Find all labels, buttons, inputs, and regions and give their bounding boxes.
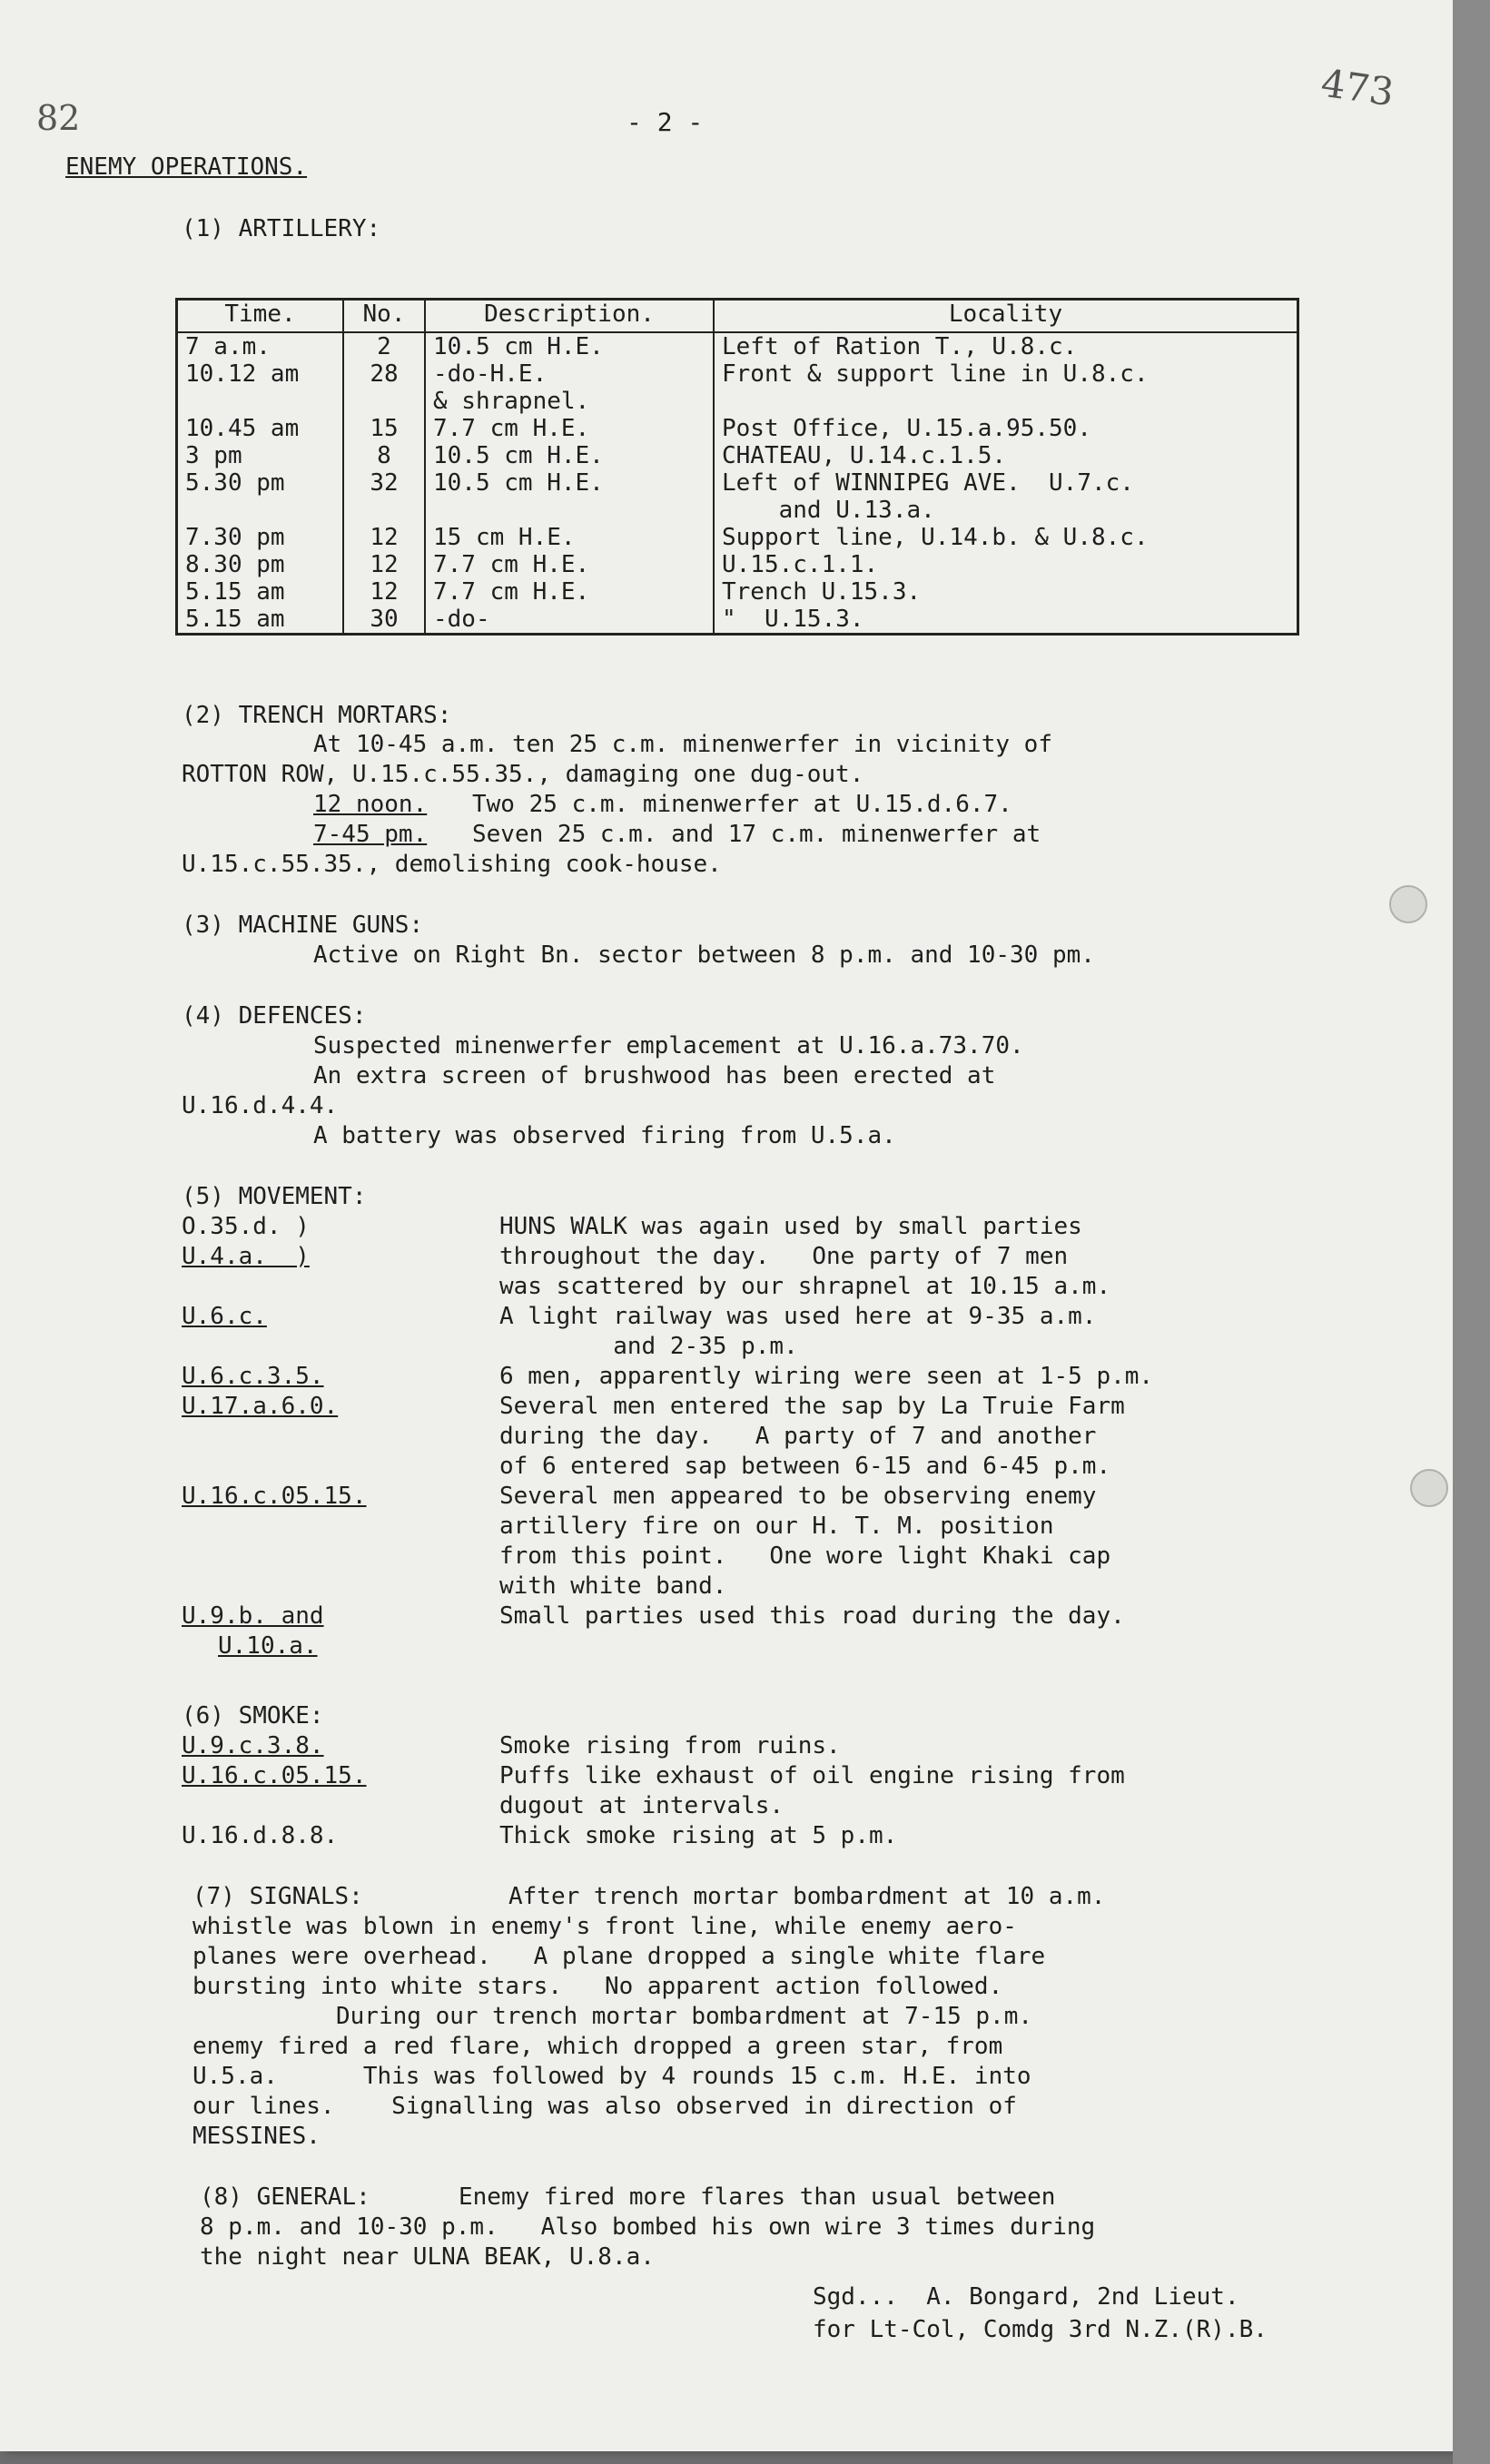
number-cell: 12 [343,578,425,606]
handwritten-page-number: 473 [1317,60,1397,115]
column-header-time: Time. [177,300,344,333]
description-cell: -do-H.E. & shrapnel. [425,360,714,415]
table-row [177,415,1298,442]
locality-cell: Front & support line in U.8.c. [714,360,1298,415]
movement-map-ref: U.9.b. and [182,1602,324,1630]
locality-cell: Trench U.15.3. [714,578,1298,606]
movement-line: Several men entered the sap by La Truie Farm [499,1393,1125,1420]
general-line: Enemy fired more flares than usual between [459,2183,1056,2211]
artillery-table [175,298,1299,636]
number-cell: 30 [343,606,425,635]
description-cell: 10.5 cm H.E. [425,469,714,524]
time-cell: 8.30 pm [177,551,344,578]
movement-map-ref: U.17.a.6.0. [182,1393,339,1420]
number-cell: 2 [343,332,425,360]
trench-mortars-line: Two 25 c.m. minenwerfer at U.15.d.6.7. [472,791,1012,818]
movement-line: during the day. A party of 7 and another [499,1423,1097,1450]
table-row [177,442,1298,469]
signals-line: enemy fired a red flare, which dropped a green star, from [192,2033,1003,2060]
movement-line: and 2-35 p.m. [499,1333,798,1360]
defences-heading: (4) DEFENCES: [182,1002,367,1030]
signals-line: planes were overhead. A plane dropped a single white flare [192,1943,1046,1970]
movement-line: HUNS WALK was again used by small parties [499,1213,1082,1240]
time-cell: 5.15 am [177,578,344,606]
table-row [177,578,1298,606]
signals-line: U.5.a. This was followed by 4 rounds 15 c.m. H.E. into [192,2063,1031,2090]
movement-line: was scattered by our shrapnel at 10.15 a.m. [499,1273,1111,1300]
signals-line: After trench mortar bombardment at 10 a.m. [508,1883,1106,1910]
general-heading: (8) GENERAL: [200,2183,370,2211]
trench-mortars-line: ROTTON ROW, U.15.c.55.35., damaging one dug-out. [182,761,864,788]
movement-line: Several men appeared to be observing enemy [499,1483,1097,1510]
locality-cell: Left of WINNIPEG AVE. U.7.c. and U.13.a. [714,469,1298,524]
movement-line: throughout the day. One party of 7 men [499,1243,1069,1270]
description-cell: 15 cm H.E. [425,524,714,551]
smoke-line: Smoke rising from ruins. [499,1732,841,1759]
locality-cell: Support line, U.14.b. & U.8.c. [714,524,1298,551]
movement-map-ref: U.6.c.3.5. [182,1363,324,1390]
locality-cell: U.15.c.1.1. [714,551,1298,578]
defences-line: Suspected minenwerfer emplacement at U.16.a.73.70. [313,1032,1024,1060]
locality-cell: CHATEAU, U.14.c.1.5. [714,442,1298,469]
table-row [177,524,1298,551]
column-header-locality: Locality [714,300,1298,333]
general-line: the night near ULNA BEAK, U.8.a. [200,2243,655,2271]
smoke-heading: (6) SMOKE: [182,1702,324,1730]
movement-map-ref: U.10.a. [218,1632,318,1660]
movement-line: artillery fire on our H. T. M. position [499,1513,1054,1540]
movement-map-ref: U.4.a. ) [182,1243,310,1270]
movement-map-ref: U.16.c.05.15. [182,1483,367,1510]
signals-line: our lines. Signalling was also observed in direction of [192,2093,1017,2120]
trench-mortars-line: U.15.c.55.35., demolishing cook-house. [182,851,722,878]
table-row [177,606,1298,635]
movement-line: from this point. One wore light Khaki cap [499,1542,1111,1570]
signature-line: for Lt-Col, Comdg 3rd N.Z.(R).B. [813,2316,1268,2343]
page-number: - 2 - [627,107,704,137]
description-cell: 10.5 cm H.E. [425,332,714,360]
time-cell: 10.12 am [177,360,344,415]
movement-heading: (5) MOVEMENT: [182,1183,367,1210]
number-cell: 12 [343,524,425,551]
time-cell: 7 a.m. [177,332,344,360]
number-cell: 28 [343,360,425,415]
general-line: 8 p.m. and 10-30 p.m. Also bombed his own wire 3 times during [200,2213,1096,2241]
punch-hole [1410,1469,1448,1507]
description-cell: 7.7 cm H.E. [425,551,714,578]
defences-line: An extra screen of brushwood has been erected at [313,1062,996,1089]
number-cell: 32 [343,469,425,524]
time-cell: 3 pm [177,442,344,469]
number-cell: 8 [343,442,425,469]
table-row [177,360,1298,415]
time-cell: 10.45 am [177,415,344,442]
time-cell: 5.15 am [177,606,344,635]
defences-line: U.16.d.4.4. [182,1092,339,1119]
machine-guns-heading: (3) MACHINE GUNS: [182,912,424,939]
smoke-line: Puffs like exhaust of oil engine rising from [499,1762,1125,1789]
time-cell: 5.30 pm [177,469,344,524]
locality-cell: Left of Ration T., U.8.c. [714,332,1298,360]
defences-line: A battery was observed firing from U.5.a. [313,1122,896,1149]
trench-mortars-time: 7-45 pm. [313,821,428,848]
movement-line: of 6 entered sap between 6-15 and 6-45 p.m. [499,1453,1111,1480]
signals-line: MESSINES. [192,2123,321,2150]
column-header-description: Description. [425,300,714,333]
signals-heading: (7) SIGNALS: [192,1883,363,1910]
punch-hole [1389,885,1427,923]
page-edge-background [1453,0,1490,2464]
document-title: ENEMY OPERATIONS. [65,153,308,181]
movement-line: with white band. [499,1572,727,1600]
number-cell: 12 [343,551,425,578]
movement-map-ref: U.6.c. [182,1303,267,1330]
movement-line: Small parties used this road during the day. [499,1602,1125,1630]
signals-line: whistle was blown in enemy's front line, while enemy aero- [192,1913,1017,1940]
movement-line: 6 men, apparently wiring were seen at 1-5 p.m. [499,1363,1154,1390]
table-row [177,551,1298,578]
table-row [177,332,1298,360]
signals-line: During our trench mortar bombardment at 7-15 p.m. [336,2003,1033,2030]
smoke-line: dugout at intervals. [499,1792,784,1819]
table-row [177,469,1298,524]
description-cell: -do- [425,606,714,635]
trench-mortars-heading: (2) TRENCH MORTARS: [182,702,452,729]
time-cell: 7.30 pm [177,524,344,551]
movement-map-ref: O.35.d. ) [182,1213,310,1240]
folio-number: 82 [36,98,81,138]
trench-mortars-line: At 10-45 a.m. ten 25 c.m. minenwerfer in vicinity of [313,731,1052,758]
locality-cell: " U.15.3. [714,606,1298,635]
locality-cell: Post Office, U.15.a.95.50. [714,415,1298,442]
artillery-heading: (1) ARTILLERY: [182,215,381,242]
smoke-map-ref: U.16.c.05.15. [182,1762,367,1789]
signals-line: bursting into white stars. No apparent action followed. [192,1973,1003,2000]
description-cell: 10.5 cm H.E. [425,442,714,469]
smoke-line: Thick smoke rising at 5 p.m. [499,1822,898,1849]
smoke-map-ref: U.16.d.8.8. [182,1822,339,1849]
trench-mortars-time: 12 noon. [313,791,428,818]
movement-line: A light railway was used here at 9-35 a.m. [499,1303,1097,1330]
number-cell: 15 [343,415,425,442]
table-header-row [177,300,1298,333]
trench-mortars-line: Seven 25 c.m. and 17 c.m. minenwerfer at [472,821,1041,848]
description-cell: 7.7 cm H.E. [425,415,714,442]
smoke-map-ref: U.9.c.3.8. [182,1732,324,1759]
description-cell: 7.7 cm H.E. [425,578,714,606]
column-header-number: No. [343,300,425,333]
signature-line: Sgd... A. Bongard, 2nd Lieut. [813,2283,1239,2311]
machine-guns-line: Active on Right Bn. sector between 8 p.m. and 10-30 pm. [313,941,1095,969]
